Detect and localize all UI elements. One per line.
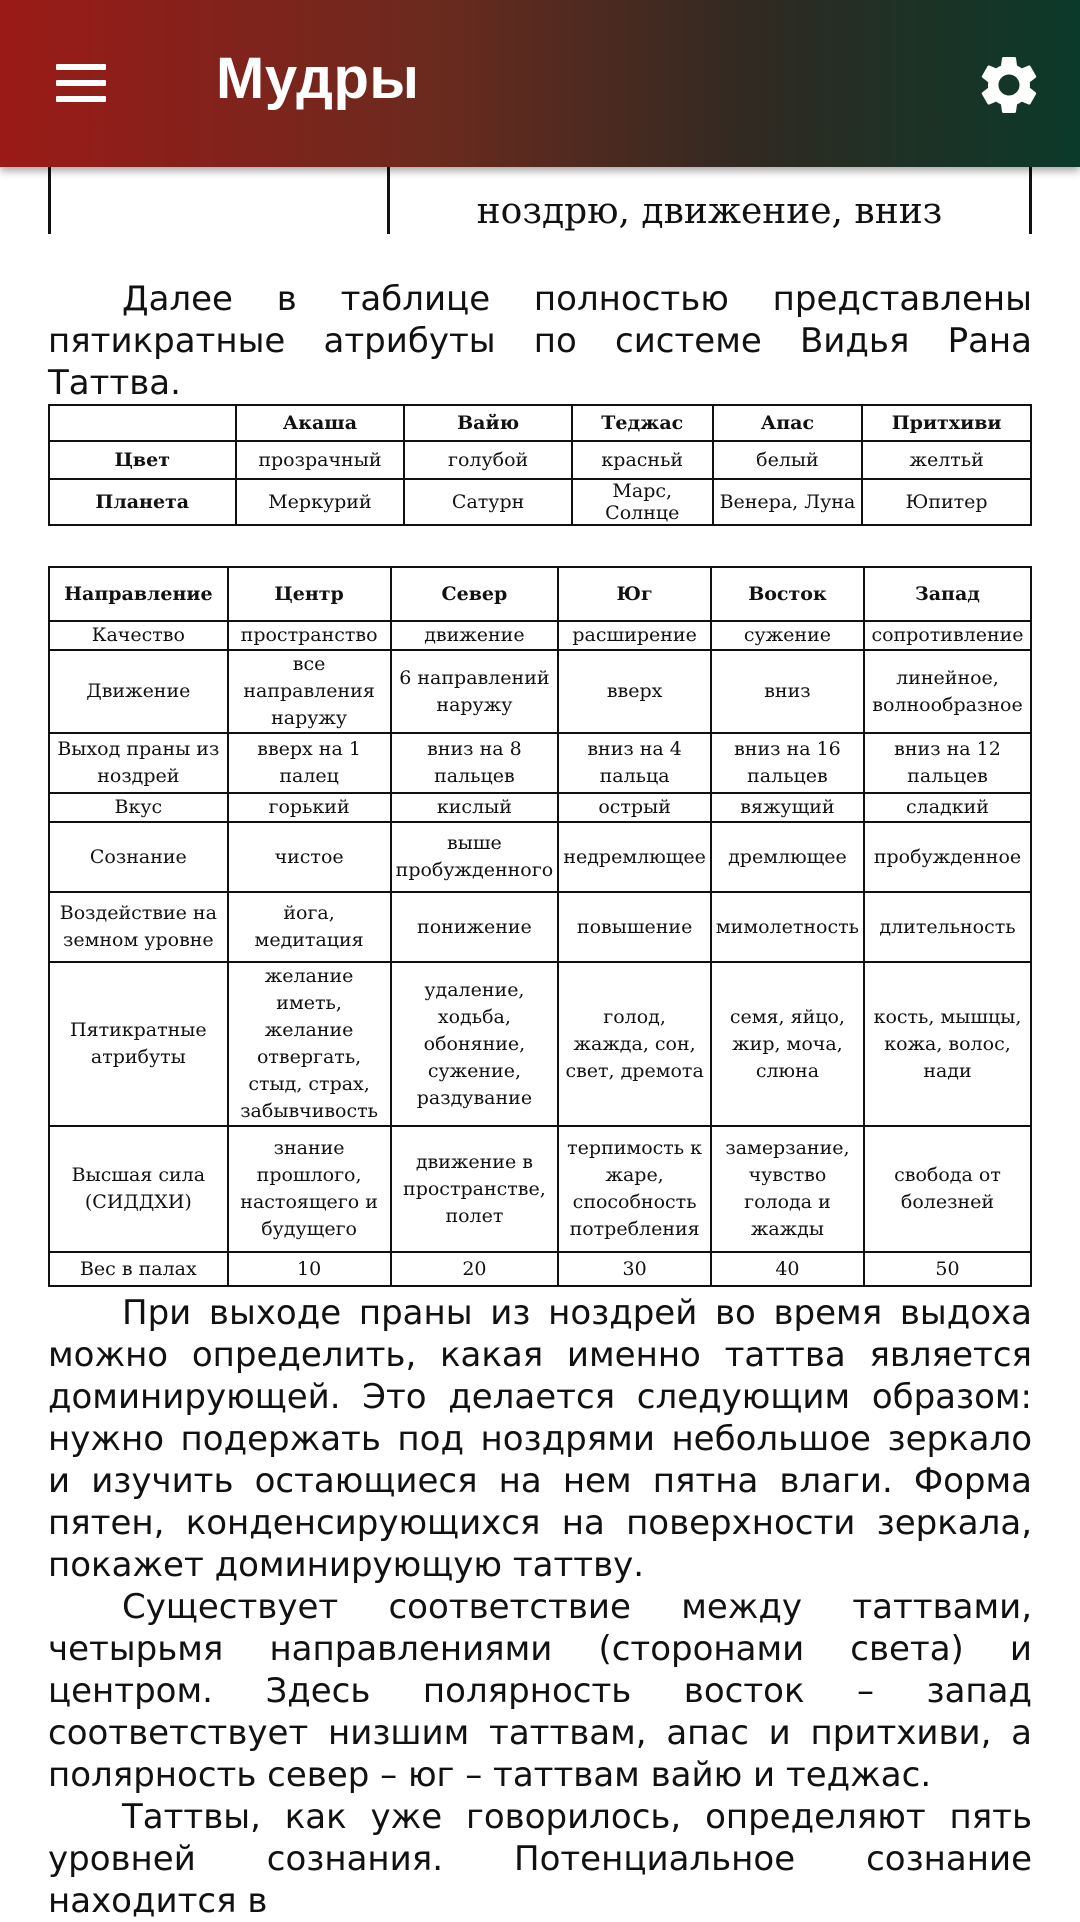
hamburger-menu-icon[interactable] [48, 58, 112, 108]
app-bar [0, 0, 1080, 167]
table-cell: желание иметь, желание отвергать, стыд, страх, забывчивость [228, 962, 391, 1126]
table-cell: 6 направлений наружу [391, 650, 559, 733]
gear-icon[interactable] [974, 50, 1044, 120]
table-header-cell: Апас [713, 405, 863, 441]
table-row [49, 822, 1031, 892]
table-cell: свобода от болезней [864, 1126, 1031, 1252]
paragraph: При выходе праны из ноздрей во время выдоха можно определить, какая именно таттва является доминирующей. Это делается следующим образом: нужно подержать под ноздрями небольшое зеркало и изучить остающиеся на нем пятна влаги. Форма пятен, конденсирующихся на поверхности зеркала, покажет доминирующую таттву. [48, 1293, 1032, 1585]
table-cell: вниз на 8 пальцев [391, 733, 559, 793]
table-cell: 50 [864, 1252, 1031, 1286]
table-cell: все направления наружу [228, 650, 391, 733]
table-cell: йога, медитация [228, 892, 391, 962]
table-cell: расширение [558, 621, 711, 650]
table-row [49, 733, 1031, 793]
table-cell: горький [228, 793, 391, 822]
table-header-cell: Направление [49, 567, 228, 621]
table-cell: красньй [572, 441, 713, 479]
table-header-cell: Север [391, 567, 559, 621]
paragraph: Существует соответствие между таттвами, четырьмя направлениями (сторонами света) и центром. Здесь полярность восток – запад соответствует низшим таттвам, апас и притхиви, а полярность север – юг – таттвам вайю и теджас. [48, 1587, 1032, 1795]
table-cell: кислый [391, 793, 559, 822]
table-header-cell: Юг [558, 567, 711, 621]
row-label-cell: Движение [49, 650, 228, 733]
table-header-cell: Восток [711, 567, 864, 621]
table-row [49, 962, 1031, 1126]
table-cell: повышение [558, 892, 711, 962]
row-label-cell: Выход праны из ноздрей [49, 733, 228, 793]
row-label-cell: Цвет [49, 441, 236, 479]
table-cell: выше пробужденного [391, 822, 559, 892]
table-cell: Юпитер [862, 479, 1031, 525]
table-cell: семя, яйцо, жир, моча, слюна [711, 962, 864, 1126]
table-header-row [49, 567, 1031, 621]
row-label-cell: Качество [49, 621, 228, 650]
row-label-cell: Сознание [49, 822, 228, 892]
row-label-cell: Вес в палах [49, 1252, 228, 1286]
table-row [49, 621, 1031, 650]
table-cell: линейное, волнообразное [864, 650, 1031, 733]
table-cell: Сатурн [404, 479, 572, 525]
table-row [49, 793, 1031, 822]
table-cell: сопротивление [864, 621, 1031, 650]
table-cell: чистое [228, 822, 391, 892]
table-row [49, 1126, 1031, 1252]
row-label-cell: Высшая сила (СИДДХИ) [49, 1126, 228, 1252]
table-cell: движение [391, 621, 559, 650]
table-cell: Марс, Солнце [572, 479, 713, 525]
table-cell: дремлющее [711, 822, 864, 892]
table-cell: удаление, ходьба, обоняние, сужение, раздувание [391, 962, 559, 1126]
table-header-cell [49, 405, 236, 441]
table-header-cell: Запад [864, 567, 1031, 621]
table-cell: мимолетность [711, 892, 864, 962]
table-row [49, 441, 1031, 479]
table-cell: движение в пространстве, полет [391, 1126, 559, 1252]
table-cell: знание прошлого, настоящего и будущего [228, 1126, 391, 1252]
table-cell: вниз на 4 пальца [558, 733, 711, 793]
row-label-cell: Вкус [49, 793, 228, 822]
table-cell: вниз [711, 650, 864, 733]
table-cell: 40 [711, 1252, 864, 1286]
table-cell: Венера, Луна [713, 479, 863, 525]
table-cell: замерзание, чувство голода и жажды [711, 1126, 864, 1252]
table-header-row [49, 405, 1031, 441]
table-cell: острый [558, 793, 711, 822]
table-cell: 20 [391, 1252, 559, 1286]
paragraph: Таттвы, как уже говорилось, определяют пять уровней сознания. Потенциальное сознание находится в [48, 1797, 1032, 1921]
table-cell: сужение [711, 621, 864, 650]
table-cell: вяжущий [711, 793, 864, 822]
table-cell: сладкий [864, 793, 1031, 822]
table-row [49, 650, 1031, 733]
content-page [24, 0, 1056, 1921]
table-cell: недремлющее [558, 822, 711, 892]
body-text [48, 1292, 1032, 1922]
table-cell: кость, мышцы, кожа, волос, нади [864, 962, 1031, 1126]
table-header-cell: Центр [228, 567, 391, 621]
table-cell: пространство [228, 621, 391, 650]
table-header-cell: Акаша [236, 405, 405, 441]
table-cell: голод, жажда, сон, свет, дремота [558, 962, 711, 1126]
table-header-cell: Вайю [404, 405, 572, 441]
table-row [49, 479, 1031, 525]
table-cell: длительность [864, 892, 1031, 962]
table-cell: пробужденное [864, 822, 1031, 892]
table-row [49, 1252, 1031, 1286]
table-cell: желтьй [862, 441, 1031, 479]
table-row [49, 892, 1031, 962]
intro-paragraph: Далее в таблице полностью представлены пятикратные атрибуты по системе Видья Рана Таттва. [48, 279, 1032, 403]
row-label-cell: Планета [49, 479, 236, 525]
table-cell: терпимость к жаре, способность потребления [558, 1126, 711, 1252]
table-cell: прозрачный [236, 441, 405, 479]
table-cell: 10 [228, 1252, 391, 1286]
table-cell: ноздрю, движение, вниз [389, 160, 1031, 234]
app-title: Мудры [216, 46, 420, 111]
table-cell: вверх [558, 650, 711, 733]
row-label-cell: Пятикратные атрибуты [49, 962, 228, 1126]
table-cell: вверх на 1 палец [228, 733, 391, 793]
table-header-cell: Теджас [572, 405, 713, 441]
table-cell: белый [713, 441, 863, 479]
tattva-attributes-table [48, 566, 1032, 1287]
table-cell: вниз на 12 пальцев [864, 733, 1031, 793]
partial-table-top [48, 160, 1032, 234]
table-cell: вниз на 16 пальцев [711, 733, 864, 793]
table-cell: 30 [558, 1252, 711, 1286]
tattva-color-table [48, 404, 1032, 526]
table-cell: Меркурий [236, 479, 405, 525]
table-header-cell: Притхиви [862, 405, 1031, 441]
table-cell: голубой [404, 441, 572, 479]
row-label-cell: Воздействие на земном уровне [49, 892, 228, 962]
table-cell: понижение [391, 892, 559, 962]
table-cell [50, 160, 389, 234]
